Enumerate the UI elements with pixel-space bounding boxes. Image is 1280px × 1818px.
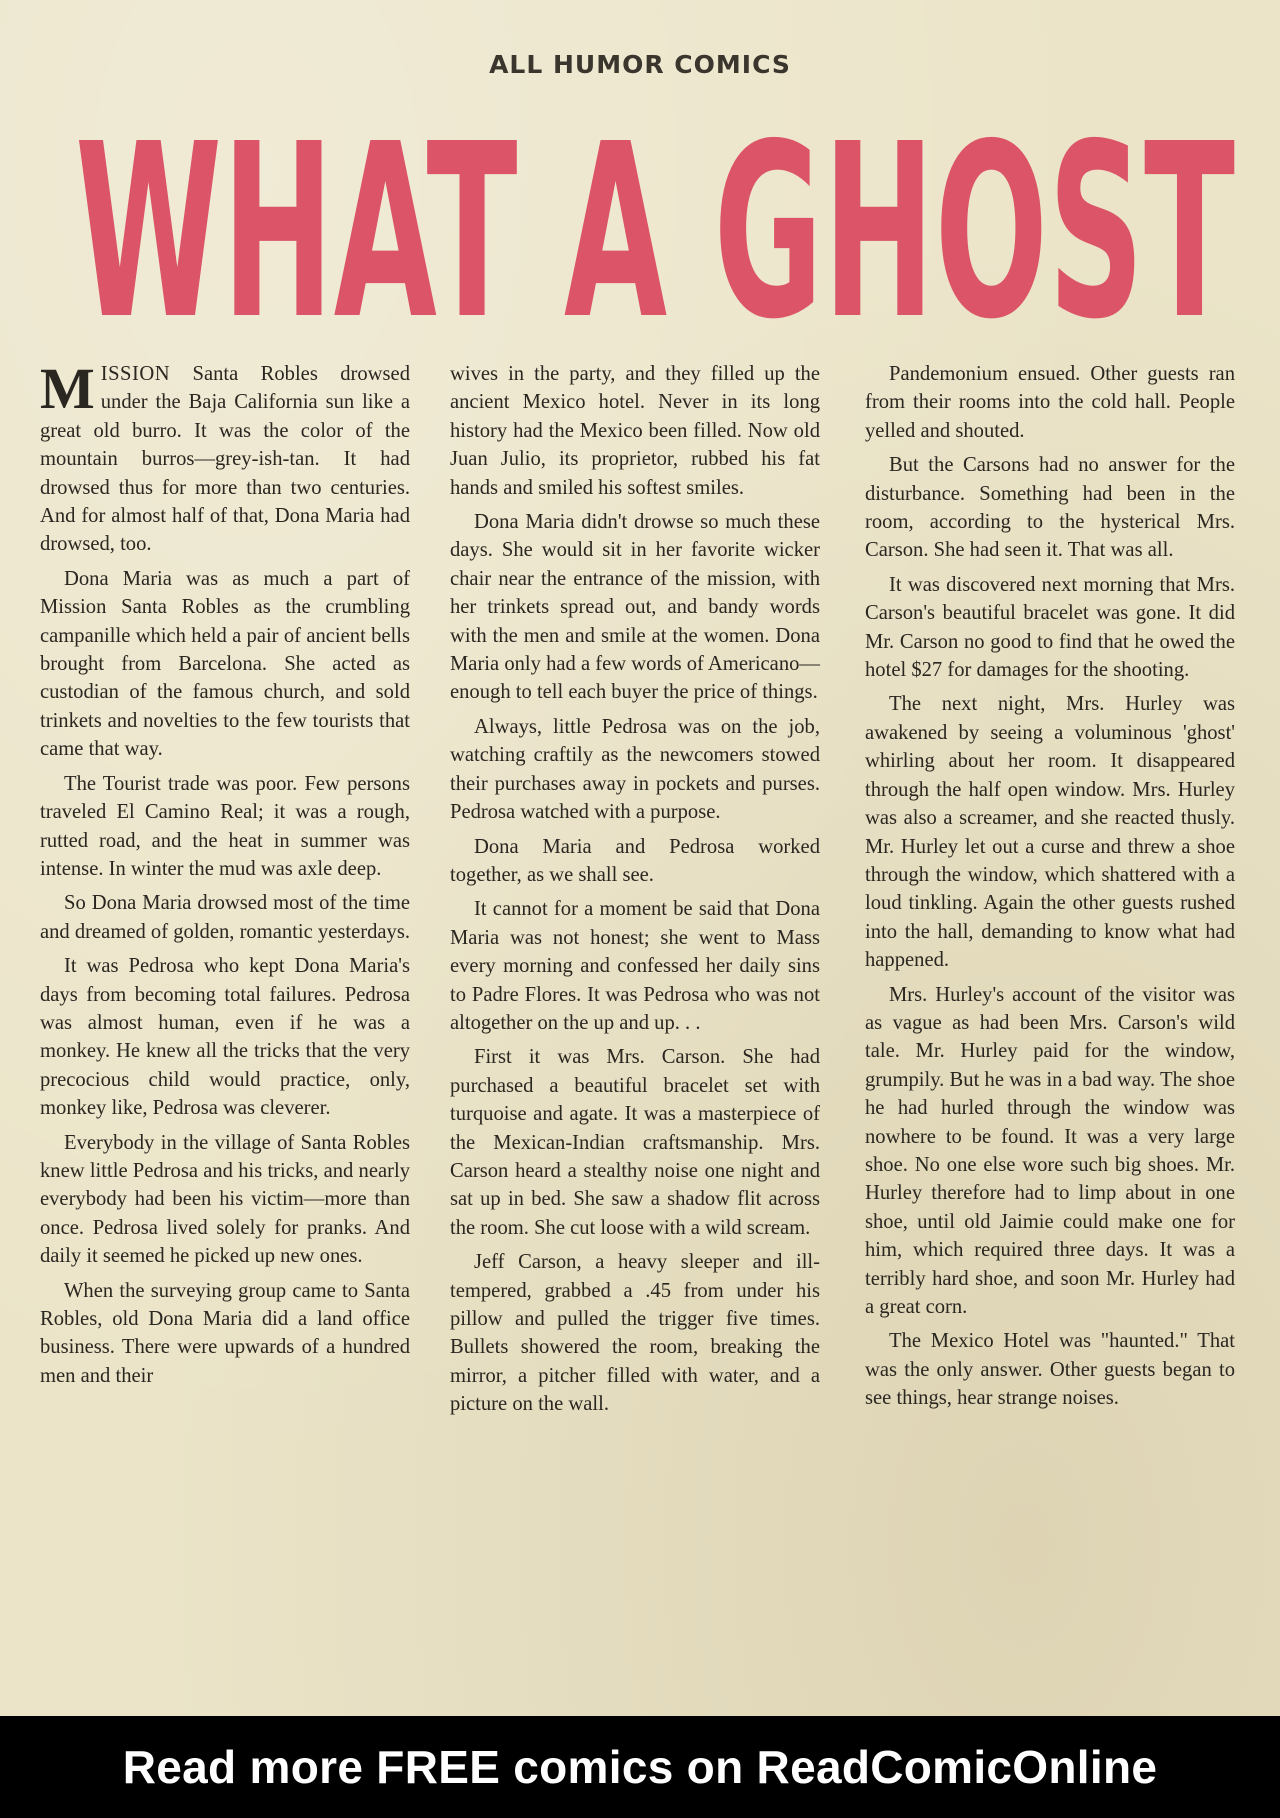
story-paragraph: The Tourist trade was poor. Few persons traveled El Camino Real; it was a rough, rutted road, and the heat in summer was intense. In winter the mud was axle deep. (40, 772, 410, 880)
story-paragraph: Dona Maria and Pedrosa worked together, as we shall see. (450, 835, 820, 886)
story-paragraph: Dona Maria didn't drowse so much these days. She would sit in her favorite wicker chair near the entrance of the mission, with her trinkets spread out, and bandy words with the men and smile at the women. Dona Maria only had a few words of Americano—enough to tell each buyer the price of things. (450, 511, 821, 704)
story-paragraph: The next night, Mrs. Hurley was awakened by seeing a voluminous 'ghost' whirling about her room. It disappeared through the half open window. Mrs. Hurley was also a screamer, and she reacted thusly. Mr. Hurley let out a curse and threw a shoe through the window, which shattered with a loud tinkling. Again the other guests rushed into the hall, demanding to know what had happened. (865, 693, 1235, 972)
story-paragraph (40, 356, 410, 559)
story-column-2 (450, 360, 820, 1425)
story-paragraph: Jeff Carson, a heavy sleeper and ill-tempered, grabbed a .45 from under his pillow and pulled the trigger five times. Bullets showered the room, breaking the mirror, a pitcher filled with water, and a picture on the wall. (450, 1251, 820, 1416)
story-paragraph: The Mexico Hotel was "haunted." That was the only answer. Other guests began to see things, hear strange noises. (865, 1330, 1235, 1410)
story-headline (70, 110, 1240, 340)
story-column-1 (40, 356, 410, 1396)
story-paragraph: But the Carsons had no answer for the disturbance. Something had been in the room, according to the hysterical Mrs. Carson. She had seen it. That was all. (865, 454, 1235, 562)
story-paragraph: First it was Mrs. Carson. She had purchased a beautiful bracelet set with turquoise and agate. It was a masterpiece of the Mexican-Indian craftsmanship. Mrs. Carson heard a stealthy noise one night and sat up in bed. She saw a shadow flit across the room. She cut loose with a wild scream. (450, 1046, 820, 1239)
magazine-title: ALL HUMOR COMICS (489, 50, 791, 79)
story-paragraph: Pandemonium ensued. Other guests ran from their rooms into the cold hall. People yelled and shouted. (865, 363, 1235, 442)
story-body (40, 356, 1240, 1630)
story-paragraph: Always, little Pedrosa was on the job, watching craftily as the newcomers stowed their purchases away in pockets and purses. Pedrosa watched with a purpose. (450, 715, 820, 824)
headline-text: WHAT A GHOST (75, 110, 1235, 340)
story-paragraph: It was discovered next morning that Mrs. Carson's beautiful bracelet was gone. It did Mr. Carson no good to find that he owed the hotel $27 for damages for the shooting. (865, 573, 1235, 682)
lead-text: Santa Robles drowsed under the Baja California sun like a great old burro. It was the color of the mountain burros—grey-ish-tan. It had drowsed thus for more than two centuries. And for almost half of that, Dona Maria had drowsed, too. (40, 363, 410, 556)
story-paragraph: When the surveying group came to Santa Robles, old Dona Maria did a land office business. There were upwards of a hundred men and their (40, 1279, 410, 1387)
story-paragraph: wives in the party, and they filled up the ancient Mexico hotel. Never in its long history had the Mexico been filled. Now old Juan Julio, its proprietor, rubbed his fat hands and smiled his softest smiles. (450, 363, 820, 499)
lead-word: ISSION (100, 363, 171, 385)
story-paragraph: Mrs. Hurley's account of the visitor was as vague as had been Mrs. Carson's wild tale. Mr. Hurley paid for the window, grumpily. But he was in a bad way. The shoe he had hurled through the window was nowhere to be found. It was a very large shoe. No one else wore such big shoes. Mr. Hurley therefore had to limp about in one shoe, until old Jaimie could make one for him, which required three days. It was a terribly hard shoe, and soon Mr. Hurley had a great corn. (865, 983, 1235, 1318)
story-paragraph: Dona Maria was as much a part of Mission Santa Robles as the crumbling campanille which held a pair of ancient bells brought from Barcelona. She acted as custodian of the famous church, and sold trinkets and novelties to the few tourists that came that way. (40, 567, 410, 761)
story-paragraph: So Dona Maria drowsed most of the time and dreamed of golden, romantic yesterdays. (40, 892, 410, 943)
story-paragraph: It cannot for a moment be said that Dona Maria was not honest; she went to Mass every morning and confessed her daily sins to Padre Flores. It was Pedrosa who was not altogether on the up and up. . . (450, 898, 820, 1034)
story-column-3 (865, 360, 1235, 1419)
headline-art (70, 110, 1240, 340)
story-paragraph: It was Pedrosa who kept Dona Maria's days from becoming total failures. Pedrosa was almost human, even if he was a monkey. He knew all the tricks that the very precocious child would practice, only, monkey like, Pedrosa was cleverer. (40, 955, 410, 1120)
promo-banner[interactable]: Read more FREE comics on ReadComicOnline (0, 1716, 1280, 1818)
story-paragraph: Everybody in the village of Santa Robles knew little Pedrosa and his tricks, and nearly everybody had been his victim—more than once. Pedrosa lived solely for pranks. And daily it seemed he picked up new ones. (40, 1131, 410, 1268)
drop-cap: M (40, 356, 95, 421)
